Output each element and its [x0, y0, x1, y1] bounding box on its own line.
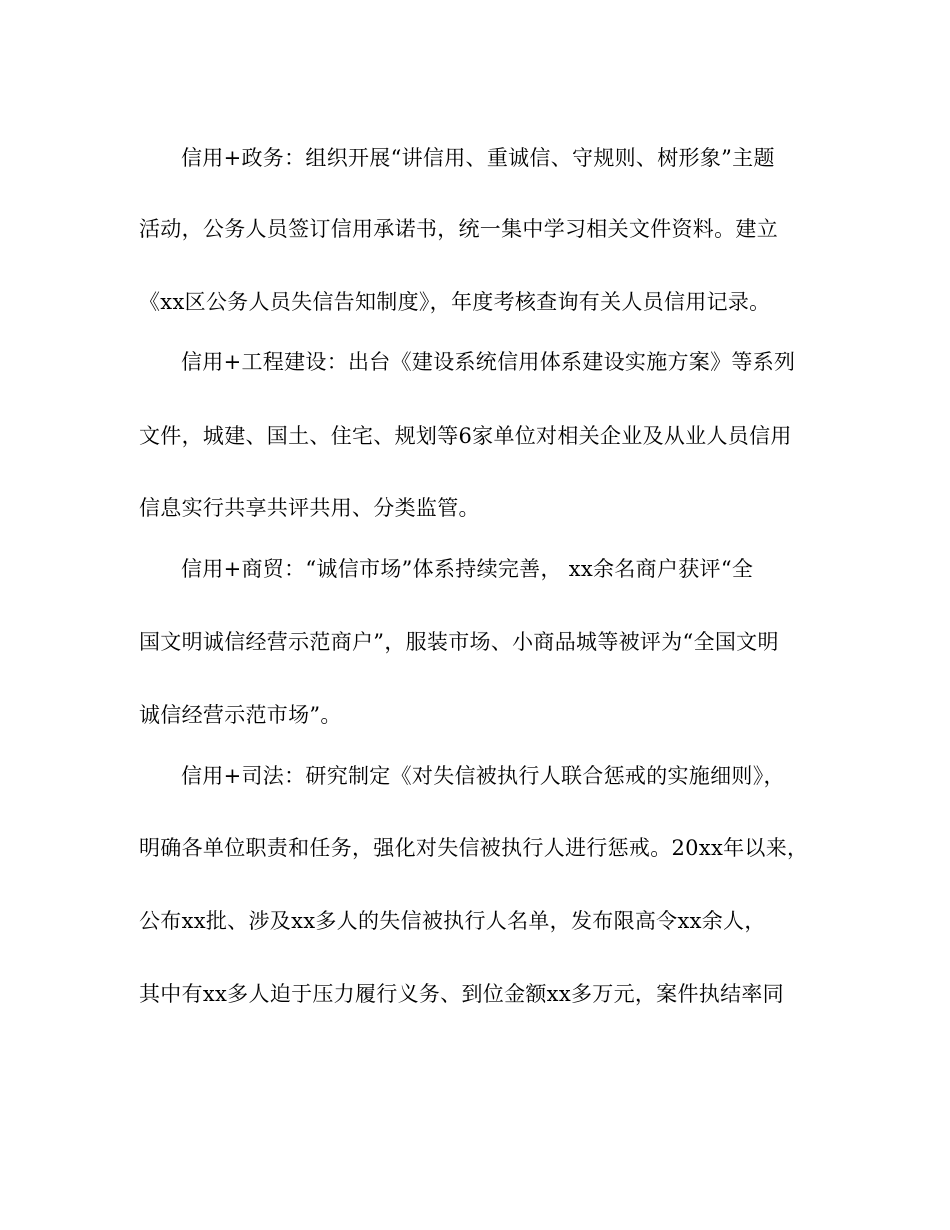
paragraph-government-line-2: 活动，公务人员签订信用承诺书，统一集中学习相关文件资料。建立 [139, 217, 778, 241]
paragraph-construction-line-2: 文件，城建、国土、住宅、规划等6家单位对相关企业及从业人员信用 [139, 424, 792, 448]
paragraph-construction-line-3: 信息实行共享共评共用、分类监管。 [139, 496, 480, 520]
paragraph-construction-line-1: 信用+工程建设：出台《建设系统信用体系建设实施方案》等系列 [181, 350, 796, 374]
paragraph-commerce-line-2: 国文明诚信经营示范商户”，服装市场、小商品城等被评为“全国文明 [139, 630, 779, 654]
paragraph-judicial-line-2: 明确各单位职责和任务，强化对失信被执行人进行惩戒。20xx年以来， [139, 836, 809, 860]
paragraph-government-line-3: 《xx区公务人员失信告知制度》，年度考核查询有关人员信用记录。 [139, 290, 771, 314]
paragraph-judicial-line-1: 信用+司法：研究制定《对失信被执行人联合惩戒的实施细则》， [181, 764, 785, 788]
paragraph-government-line-1: 信用+政务：组织开展“讲信用、重诚信、守规则、树形象”主题 [181, 146, 775, 170]
paragraph-judicial-line-3: 公布xx批、涉及xx多人的失信被执行人名单，发布限高令xx余人， [139, 909, 766, 933]
paragraph-commerce-line-1: 信用+商贸：“诚信市场”体系持续完善， xx余名商户获评“全 [181, 557, 754, 581]
paragraph-judicial-line-4: 其中有xx多人迫于压力履行义务、到位金额xx多万元，案件执结率同 [139, 982, 784, 1006]
paragraph-commerce-line-3: 诚信经营示范市场”。 [139, 703, 342, 727]
